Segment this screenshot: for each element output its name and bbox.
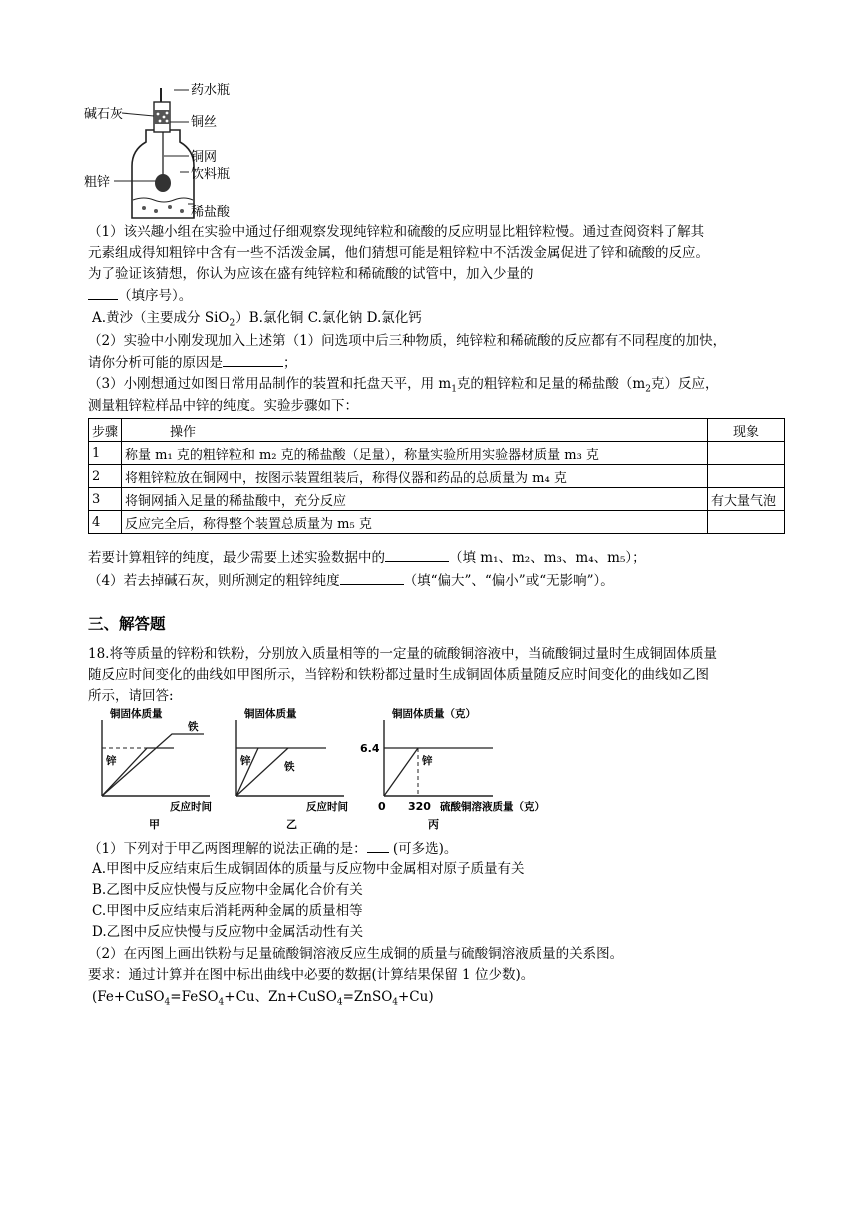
q1-options — [92, 308, 422, 328]
q1-option-a-sub: 2 — [229, 318, 236, 329]
yi-caption: 乙 — [286, 818, 297, 831]
section-heading: 三、解答题 — [88, 615, 166, 633]
row-observation — [708, 511, 785, 534]
q2-line-2 — [88, 352, 297, 373]
table-row — [89, 488, 785, 511]
q4-answer-blank[interactable] — [340, 570, 404, 585]
q1-line-1: （1）该兴趣小组在实验中通过仔细观察发现纯锌粒和硫酸的反应明显比粗锌粒慢。通过查阅资料了解其 — [88, 224, 705, 240]
label-crude-zinc: 粗锌 — [84, 175, 111, 190]
p18-q1-option-d: D.乙图中反应快慢与反应物中金属活动性有关 — [92, 924, 364, 940]
header-observation: 现象 — [708, 419, 785, 442]
row-operation: 将铜网插入足量的稀盐酸中，充分反应 — [122, 488, 708, 511]
q3-line-1-c: 克）反应， — [650, 376, 719, 392]
p18-q2-line-2: 要求：通过计算并在图中标出曲线中必要的数据(计算结果保留 1 位少数)。 — [88, 967, 535, 983]
row-step: 1 — [89, 442, 122, 465]
q1-line-4-tail: （填序号）。 — [118, 288, 193, 304]
label-dilute-hcl: 稀盐酸 — [191, 205, 231, 220]
bing-zinc-curve — [384, 748, 418, 796]
q2-line-1: （2）实验中小刚发现加入上述第（1）问选项中后三种物质，纯锌粒和稀硫酸的反应都有不同程度的加快， — [88, 333, 727, 349]
yi-fe-label: 铁 — [284, 761, 295, 773]
q3-data-needed-head: 若要计算粗锌的纯度，最少需要上述实验数据中的 — [88, 550, 385, 566]
p18-q1-stem-head: （1）下列对于甲乙两图理解的说法正确的是： — [88, 841, 367, 857]
jia-fe-label: 铁 — [188, 721, 199, 733]
jia-xlabel: 反应时间 — [170, 801, 212, 813]
q3-m1-sub: 1 — [451, 384, 457, 395]
q3-line-1 — [88, 374, 718, 394]
bing-zn-label: 锌 — [422, 755, 433, 767]
label-soda-lime: 碱石灰 — [84, 107, 124, 122]
eq-sub-3: 4 — [336, 997, 343, 1008]
q4-tail: （填“偏大”、“偏小”或“无影响”）。 — [403, 573, 614, 589]
q1-options-rest: ）B.氯化铜 C.氯化钠 D.氯化钙 — [235, 310, 422, 326]
eq-sub-4: 4 — [392, 997, 398, 1008]
p18-q1-option-b: B.乙图中反应快慢与反应物中金属化合价有关 — [92, 882, 363, 898]
bing-x-mark: 320 — [408, 800, 431, 813]
p18-line-1: 18.将等质量的锌粉和铁粉，分别放入质量相等的一定量的硫酸铜溶液中，当硫酸铜过量时生成铜固体质量 — [88, 646, 717, 662]
q4-head: （4）若去掉碱石灰，则所测定的粗锌纯度 — [88, 573, 340, 589]
bing-y-mark: 6.4 — [360, 742, 380, 755]
q1-answer-blank[interactable] — [88, 285, 118, 300]
p18-q1-answer-blank[interactable] — [367, 838, 389, 853]
eq-part-c: +Cu、Zn+CuSO — [224, 989, 337, 1005]
bing-ylabel: 铜固体质量（克） — [392, 708, 476, 720]
bing-caption: 丙 — [428, 818, 439, 831]
jia-zn-label: 锌 — [106, 755, 117, 767]
q1-line-3: 为了验证该猜想，你认为应该在盛有纯锌粒和稀硫酸的试管中，加入少量的 — [88, 266, 534, 282]
apparatus-figure — [84, 80, 244, 220]
row-observation: 有大量气泡 — [708, 488, 785, 511]
p18-q2-line-1: （2）在丙图上画出铁粉与足量硫酸铜溶液反应生成铜的质量与硫酸铜溶液质量的关系图。 — [88, 946, 624, 962]
eq-part-e: +Cu) — [398, 989, 434, 1005]
p18-line-2: 随反应时间变化的曲线如甲图所示，当锌粉和铁粉都过量时生成铜固体质量随反应时间变化的曲线如乙图 — [88, 667, 709, 683]
graph-yi — [226, 706, 356, 831]
header-step: 步骤 — [89, 419, 122, 442]
q3-data-needed-tail: （填 m₁、m₂、m₃、m₄、m₅）； — [449, 550, 646, 566]
row-operation: 称量 m₁ 克的粗锌粒和 m₂ 克的稀盐酸（足量），称量实验所用实验器材质量 m₃ 克 — [122, 442, 708, 465]
graph-jia — [92, 706, 222, 831]
table-row — [89, 511, 785, 534]
row-step: 3 — [89, 488, 122, 511]
eq-part-b: =FeSO — [170, 989, 219, 1005]
row-step: 4 — [89, 511, 122, 534]
row-operation: 将粗锌粒放在铜网中，按图示装置组装后，称得仪器和药品的总质量为 m₄ 克 — [122, 465, 708, 488]
p18-q1-option-c: C.甲图中反应结束后消耗两种金属的质量相等 — [92, 903, 363, 919]
jia-ylabel: 铜固体质量 — [110, 708, 163, 720]
table-row — [89, 442, 785, 465]
jia-caption: 甲 — [149, 818, 160, 831]
label-drink-bottle: 饮料瓶 — [191, 167, 231, 182]
eq-sub-1: 4 — [164, 997, 171, 1008]
q4-line — [88, 570, 614, 591]
q3-data-needed — [88, 547, 646, 568]
p18-line-3: 所示，请回答: — [88, 688, 174, 704]
row-observation — [708, 465, 785, 488]
q2-line-2-head: 请你分析可能的原因是 — [88, 355, 223, 371]
graph-bing — [358, 706, 578, 831]
eq-part-d: =ZnSO — [342, 989, 393, 1005]
q1-option-a: A.黄沙（主要成分 SiO — [92, 310, 230, 326]
yi-zn-label: 锌 — [240, 755, 251, 767]
p18-q1-stem — [88, 838, 457, 859]
row-step: 2 — [89, 465, 122, 488]
yi-xlabel: 反应时间 — [306, 801, 348, 813]
p18-q1-option-a: A.甲图中反应结束后生成铜固体的质量与反应物中金属相对原子质量有关 — [92, 861, 525, 877]
label-copper-mesh: 铜网 — [191, 150, 218, 165]
p18-q1-stem-tail: (可多选)。 — [388, 841, 458, 857]
q2-answer-blank[interactable] — [223, 352, 283, 367]
p18-q2-equation — [92, 987, 434, 1007]
q3-line-1-a: （3）小刚想通过如图日常用品制作的装置和托盘天平，用 m — [88, 376, 452, 392]
jia-iron-curve — [102, 734, 204, 796]
label-copper-wire: 铜丝 — [191, 115, 218, 130]
q3-m2-sub: 2 — [645, 384, 651, 395]
bing-xlabel: 硫酸铜溶液质量（克） — [440, 801, 545, 813]
q3-line-2: 测量粗锌粒样品中锌的纯度。实验步骤如下： — [88, 398, 358, 414]
steps-table-header — [89, 419, 785, 442]
table-row — [89, 465, 785, 488]
q1-line-2: 元素组成得知粗锌中含有一些不活泼金属，他们猜想可能是粗锌粒中不活泼金属促进了锌和硫酸的反应。 — [88, 245, 709, 261]
yi-ylabel: 铜固体质量 — [244, 708, 297, 720]
q3-line-1-b: 克的粗锌粒和足量的稀盐酸（m — [456, 376, 646, 392]
row-operation: 反应完全后，称得整个装置总质量为 m₅ 克 — [122, 511, 708, 534]
q2-line-2-tail: ； — [283, 355, 297, 371]
q1-line-4 — [88, 285, 192, 306]
eq-sub-2: 4 — [218, 997, 225, 1008]
steps-table — [88, 418, 785, 534]
q3-answer-blank[interactable] — [385, 547, 449, 562]
eq-part-a: (Fe+CuSO — [92, 989, 165, 1005]
label-medicine-bottle: 药水瓶 — [191, 83, 231, 98]
bing-x-origin: 0 — [378, 800, 386, 813]
row-observation — [708, 442, 785, 465]
header-operation: 操作 — [122, 419, 708, 442]
